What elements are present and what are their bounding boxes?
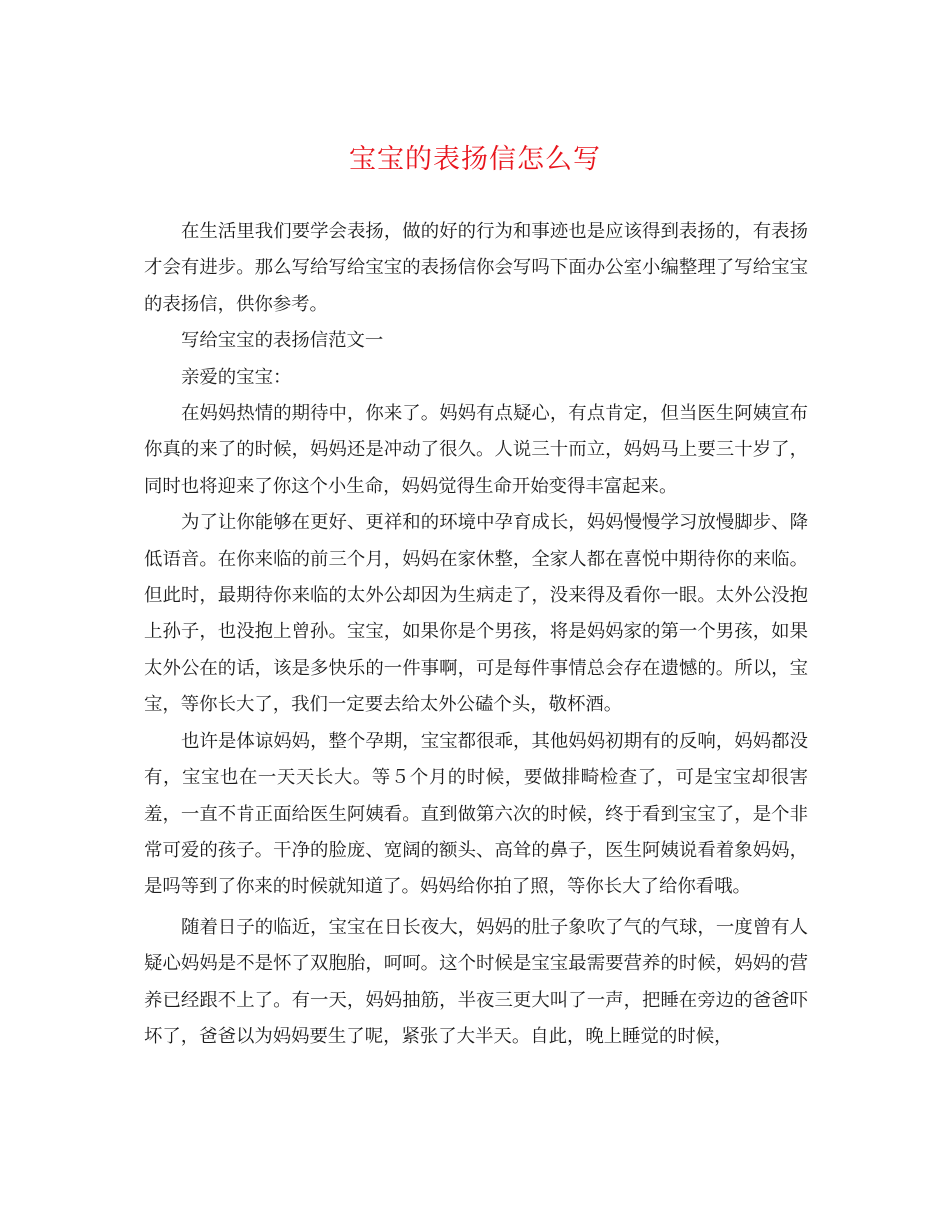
document-title: 宝宝的表扬信怎么写 [349, 144, 601, 175]
paragraph-body-3: 也许是体谅妈妈，整个孕期，宝宝都很乖，其他妈妈初期有的反响，妈妈都没有，宝宝也在一天天长大。等５个月的时候，要做排畸检查了，可是宝宝却很害羞，一直不肯正面给医生阿姨看。直到做第六次的时候，终于看到宝宝了，是个非常可爱的孩子。干净的脸庞、宽阔的额头、高耸的鼻子，医生阿姨说看着象妈妈，是吗等到了你来的时候就知道了。妈妈给你拍了照，等你长大了给你看哦。 [144, 730, 808, 898]
paragraph-sample-heading: 写给宝宝的表扬信范文一 [181, 330, 384, 352]
paragraph-intro: 在生活里我们要学会表扬，做的好的行为和事迹也是应该得到表扬的，有表扬才会有进步。那么写给写给宝宝的表扬信你会写吗下面办公室小编整理了写给宝宝的表扬信，供你参考。 [144, 221, 808, 315]
paragraph-body-4: 随着日子的临近，宝宝在日长夜大，妈妈的肚子象吹了气的气球，一度曾有人疑心妈妈是不是怀了双胞胎，呵呵。这个时候是宝宝最需要营养的时候，妈妈的营养已经跟不上了。有一天，妈妈抽筋，半夜三更大叫了一声，把睡在旁边的爸爸吓坏了，爸爸以为妈妈要生了呢，紧张了大半天。自此，晚上睡觉的时候， [144, 916, 808, 1047]
document-body [144, 214, 808, 1055]
paragraph-salutation: 亲爱的宝宝： [181, 366, 292, 388]
paragraph-body-2: 为了让你能够在更好、更祥和的环境中孕育成长，妈妈慢慢学习放慢脚步、降低语音。在你来临的前三个月，妈妈在家休整，全家人都在喜悦中期待你的来临。但此时，最期待你来临的太外公却因为生病走了，没来得及看你一眼。太外公没抱上孙子，也没抱上曾孙。宝宝，如果你是个男孩，将是妈妈家的第一个男孩，如果太外公在的话，该是多快乐的一件事啊，可是每件事情总会存在遗憾的。所以，宝宝，等你长大了，我们一定要去给太外公磕个头，敬杯酒。 [144, 512, 808, 716]
paragraph-body-1: 在妈妈热情的期待中，你来了。妈妈有点疑心，有点肯定，但当医生阿姨宣布你真的来了的时候，妈妈还是冲动了很久。人说三十而立，妈妈马上要三十岁了，同时也将迎来了你这个小生命，妈妈觉得生命开始变得丰富起来。 [144, 403, 808, 497]
